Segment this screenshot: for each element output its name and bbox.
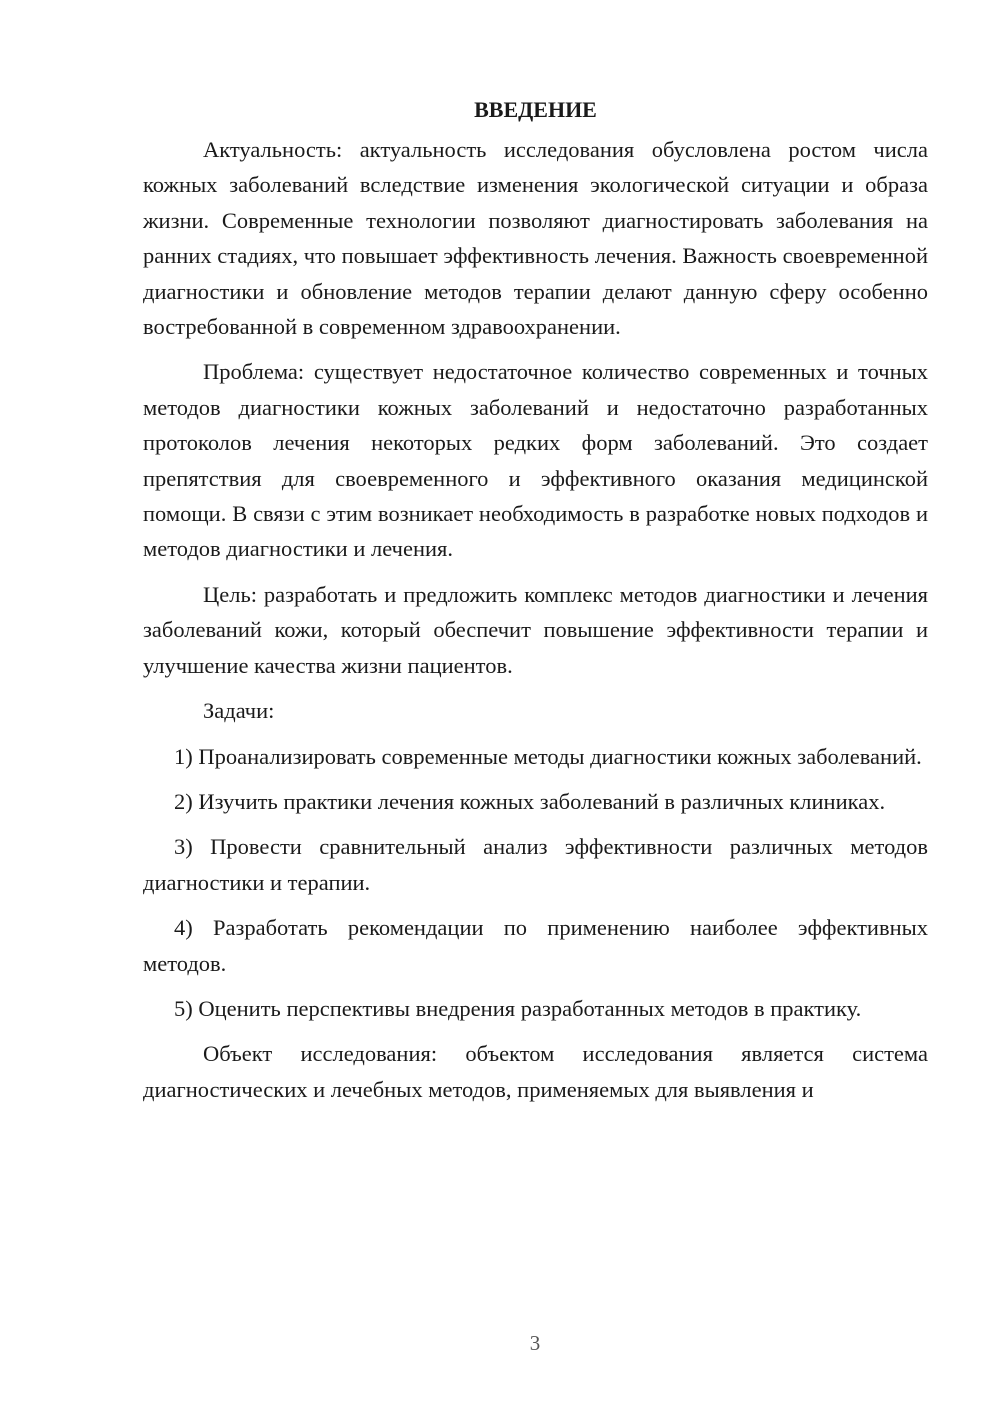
- section-title: ВВЕДЕНИЕ: [474, 97, 597, 122]
- page-number: 3: [529, 1331, 541, 1355]
- task-item: 1) Проанализировать современные методы диагностики кожных заболеваний.: [174, 743, 922, 769]
- task-item: 5) Оценить перспективы внедрения разработанных методов в практику.: [174, 995, 862, 1021]
- task-item: 3) Провести сравнительный анализ эффективности различных методов диагностики и терапии.: [143, 834, 928, 895]
- relevance-paragraph: Актуальность: актуальность исследования обусловлена ростом числа кожных заболеваний вследствие изменения экологической ситуации и образа жизни. Современные технологии позволяют диагностировать заболевания на ранних стадиях, что повышает эффективность лечения. Важность своевременной диагностики и обновление методов терапии делают данную сферу особенно востребованной в современном здравоохранении.: [143, 137, 928, 340]
- tasks-label: Задачи:: [203, 698, 275, 724]
- tasks-list: [143, 739, 928, 1027]
- task-item: 2) Изучить практики лечения кожных заболеваний в различных клиниках.: [174, 788, 886, 814]
- goal-paragraph: Цель: разработать и предложить комплекс методов диагностики и лечения заболеваний кожи, который обеспечит повышение эффективности терапии и улучшение качества жизни пациентов.: [143, 581, 928, 678]
- task-item: 4) Разработать рекомендации по применению наиболее эффективных методов.: [143, 915, 928, 976]
- problem-paragraph: Проблема: существует недостаточное количество современных и точных методов диагностики кожных заболеваний и недостаточно разработанных протоколов лечения некоторых редких форм заболеваний. Это создает препятствия для своевременного и эффективного оказания медицинской помощи. В связи с этим возникает необходимость в разработке новых подходов и методов диагностики и лечения.: [143, 359, 928, 562]
- object-paragraph: Объект исследования: объектом исследования является система диагностических и лечебных методов, применяемых для выявления и: [143, 1041, 928, 1102]
- page-content: [143, 92, 928, 1117]
